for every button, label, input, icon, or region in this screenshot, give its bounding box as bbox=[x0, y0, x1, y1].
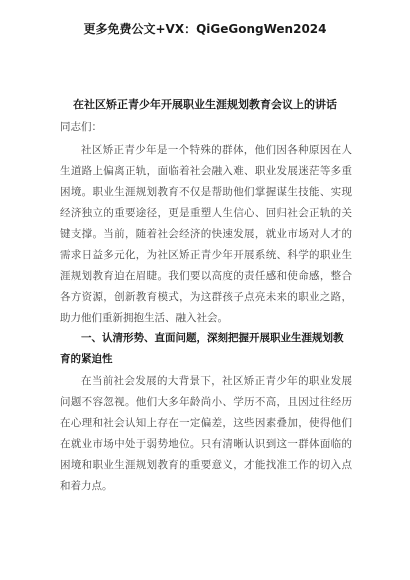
document-title: 在社区矫正青少年开展职业生涯规划教育会议上的讲话 bbox=[73, 98, 337, 111]
promo-banner: 更多免费公文+VX：QiGeGongWen2024 bbox=[83, 22, 327, 36]
section-heading-1: 一、认清形势、直面问题，深刻把握开展职业生涯规划教育的紧迫性 bbox=[60, 332, 344, 365]
salutation: 同志们： bbox=[60, 121, 102, 133]
body-paragraph-2: 在当前社会发展的大背景下，社区矫正青少年的职业发展问题不容忽视。他们大多年龄尚小、学历不高，且因过往经历在心理和社会认知上存在一定偏差，这些因素叠加，使得他们在就业市场中处于弱势地位。只有清晰认识到这一群体面临的困境和职业生涯规划教育的重要意义，才能找准工作的切入点和着力点。 bbox=[60, 375, 352, 492]
body-paragraph-1: 社区矫正青少年是一个特殊的群体，他们因各种原因在人生道路上偏离正轨，面临着社会融入难、职业发展迷茫等多重困境。职业生涯规划教育不仅是帮助他们掌握谋生技能、实现经济独立的重要途径，更是重塑人生信心、回归社会正轨的关键支撑。当前，随着社会经济的快速发展，就业市场对人才的需求日益多元化，为社区矫正青少年开展系统、科学的职业生涯规划教育迫在眉睫。我们要以高度的责任感和使命感，整合各方资源，创新教育模式，为这群孩子点亮未来的职业之路，助力他们重新拥抱生活、融入社会。 bbox=[60, 144, 352, 324]
